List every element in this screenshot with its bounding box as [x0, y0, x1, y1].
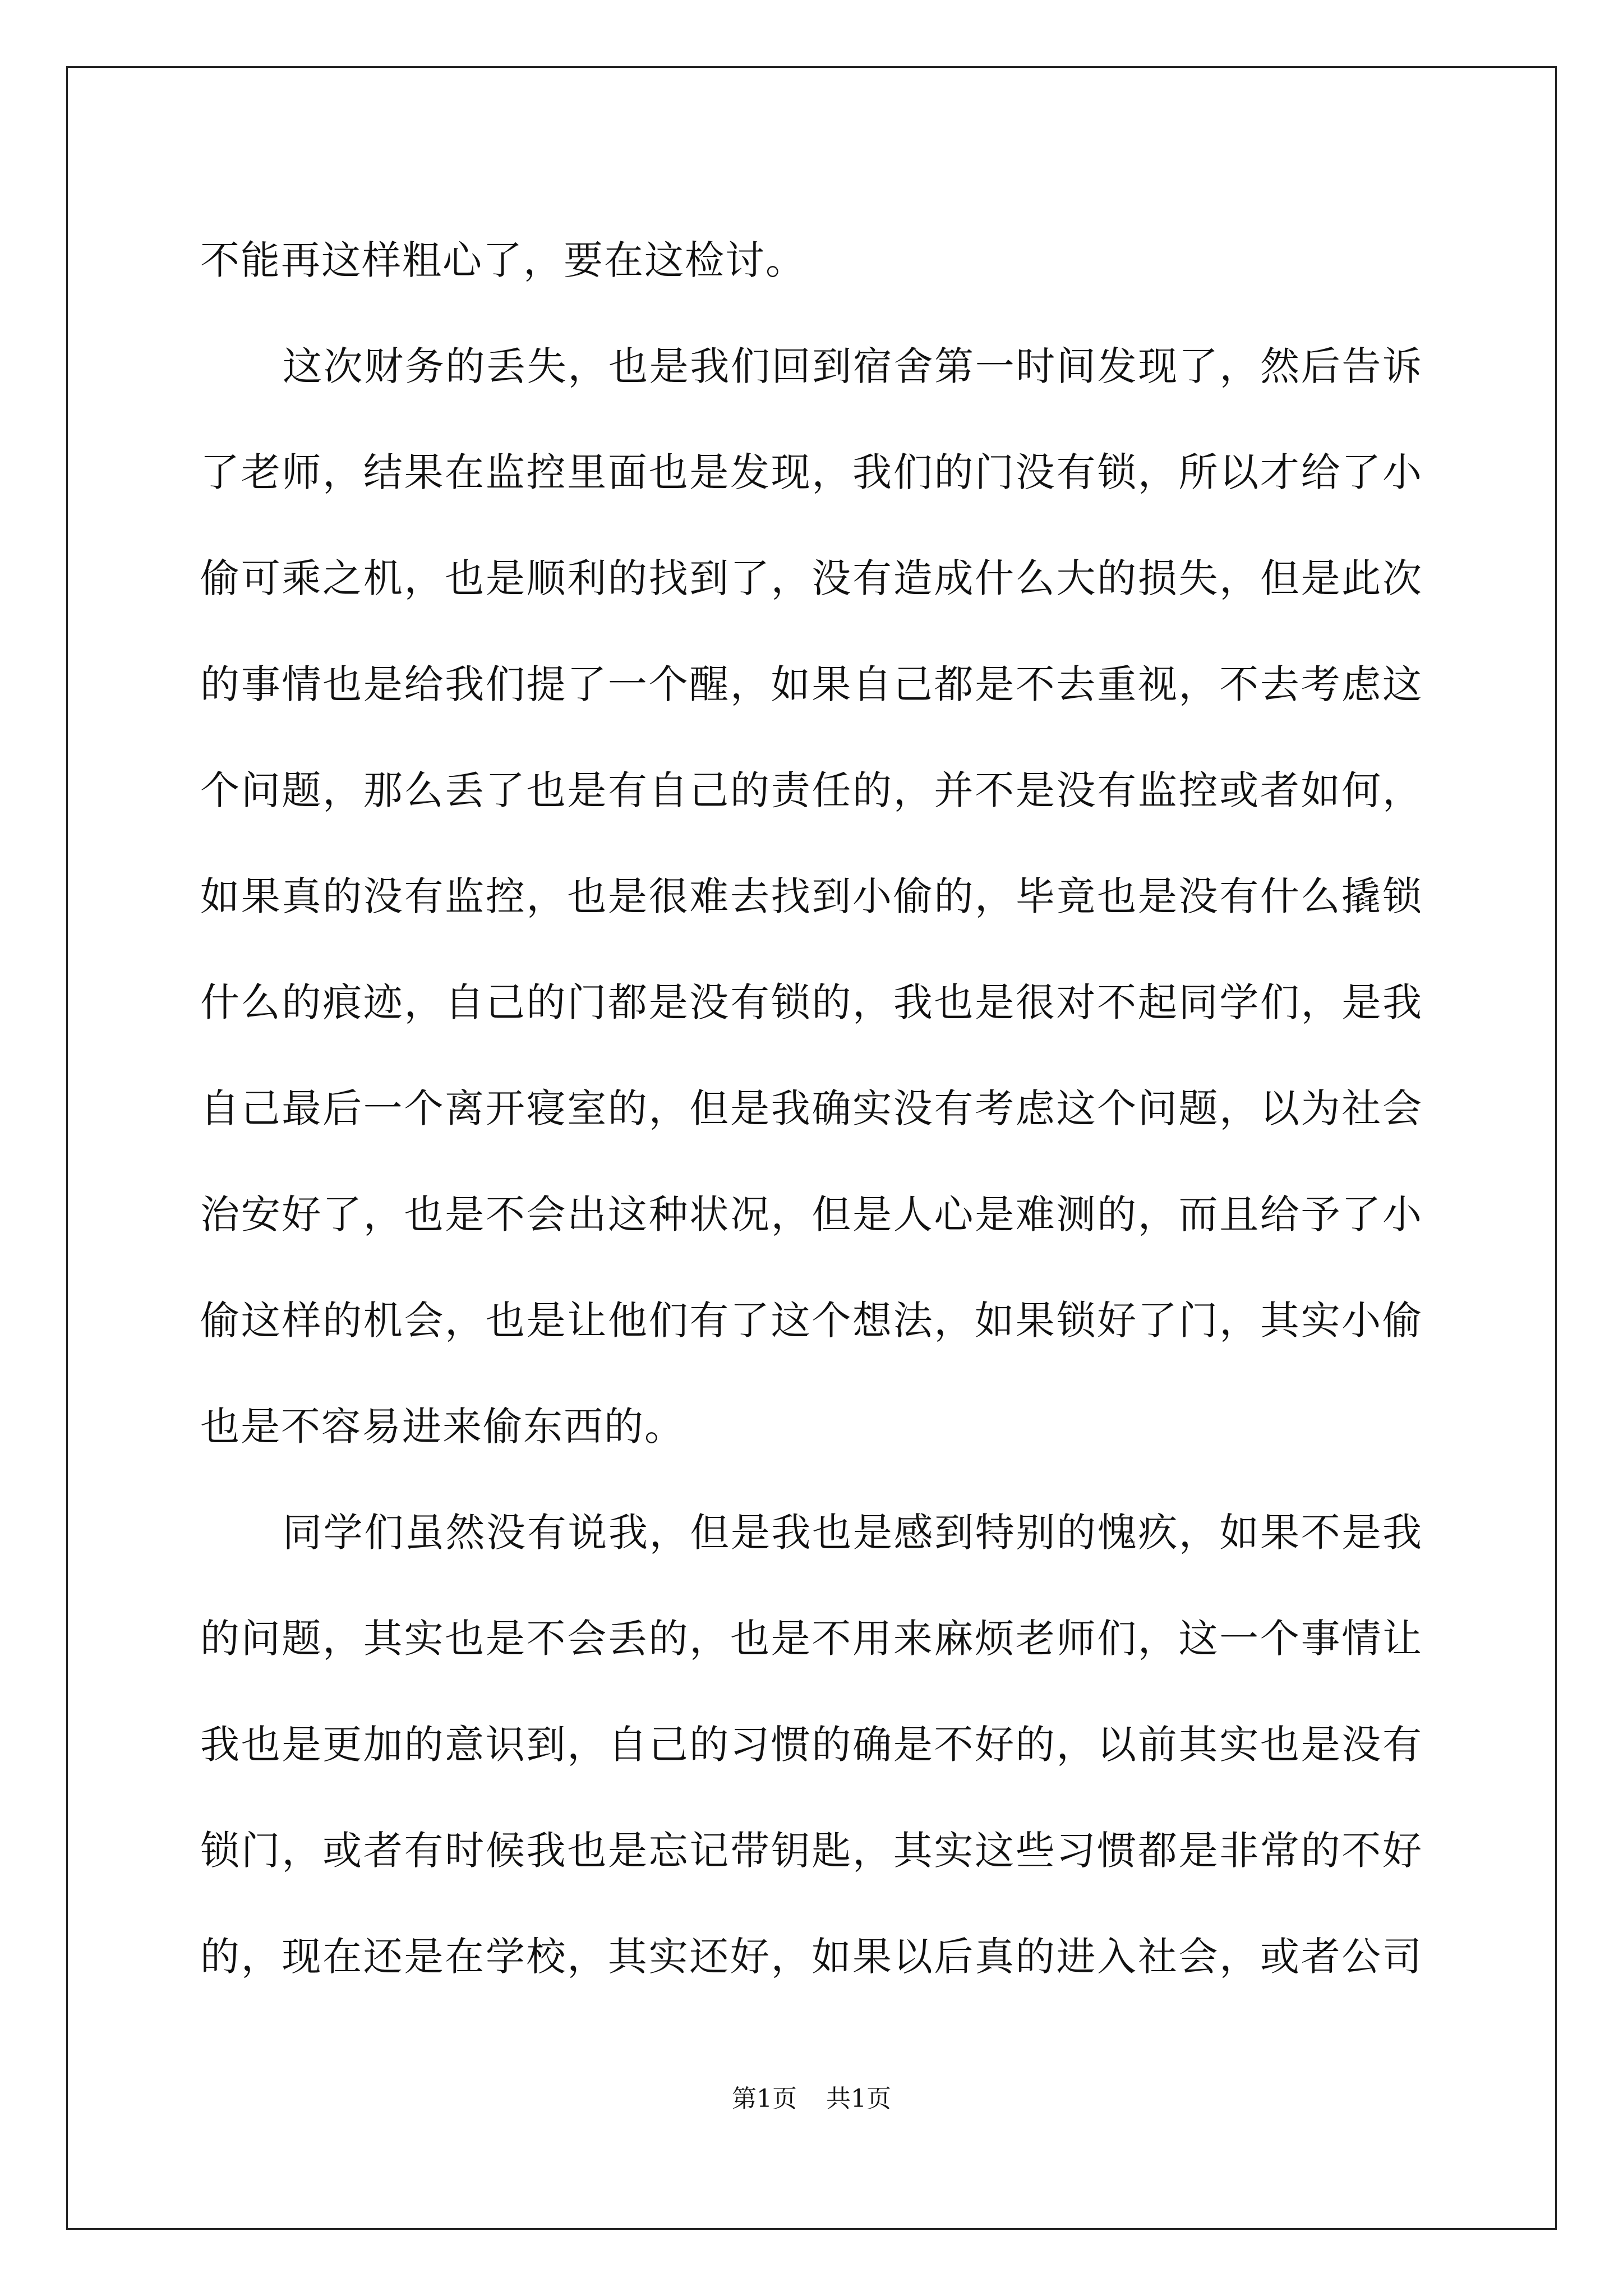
text-line: 的事情也是给我们提了一个醒，如果自己都是不去重视，不去考虑这	[200, 661, 1423, 707]
text-line: 了老师，结果在监控里面也是发现，我们的门没有锁，所以才给了小	[200, 449, 1423, 495]
page-number: 第1页	[732, 2085, 797, 2113]
text-line: 的问题，其实也是不会丢的，也是不用来麻烦老师们，这一个事情让	[200, 1616, 1423, 1662]
text-line: 不能再这样粗心了，要在这检讨。	[200, 237, 806, 283]
text-line: 这次财务的丢失，也是我们回到宿舍第一时间发现了，然后告诉	[283, 343, 1423, 389]
text-line: 个问题，那么丢了也是有自己的责任的，并不是没有监控或者如何，	[200, 767, 1423, 813]
text-line: 偷可乘之机，也是顺利的找到了，没有造成什么大的损失，但是此次	[200, 555, 1423, 601]
page-footer	[0, 2082, 1623, 2116]
text-line: 锁门，或者有时候我也是忘记带钥匙，其实这些习惯都是非常的不好	[200, 1828, 1423, 1874]
text-line: 什么的痕迹，自己的门都是没有锁的，我也是很对不起同学们，是我	[200, 979, 1423, 1025]
text-line: 自己最后一个离开寝室的，但是我确实没有考虑这个问题，以为社会	[200, 1085, 1423, 1131]
text-line: 同学们虽然没有说我，但是我也是感到特别的愧疚，如果不是我	[283, 1510, 1423, 1556]
text-line: 也是不容易进来偷东西的。	[200, 1404, 685, 1450]
text-line: 偷这样的机会，也是让他们有了这个想法，如果锁好了门，其实小偷	[200, 1297, 1423, 1343]
text-line: 的，现在还是在学校，其实还好，如果以后真的进入社会，或者公司	[200, 1934, 1423, 1980]
document-body	[200, 208, 1423, 2010]
text-line: 治安好了，也是不会出这种状况，但是人心是难测的，而且给予了小	[200, 1191, 1423, 1237]
text-line: 如果真的没有监控，也是很难去找到小偷的，毕竟也是没有什么撬锁	[200, 873, 1423, 919]
text-line: 我也是更加的意识到，自己的习惯的确是不好的，以前其实也是没有	[200, 1722, 1423, 1768]
page-total: 共1页	[826, 2085, 891, 2113]
